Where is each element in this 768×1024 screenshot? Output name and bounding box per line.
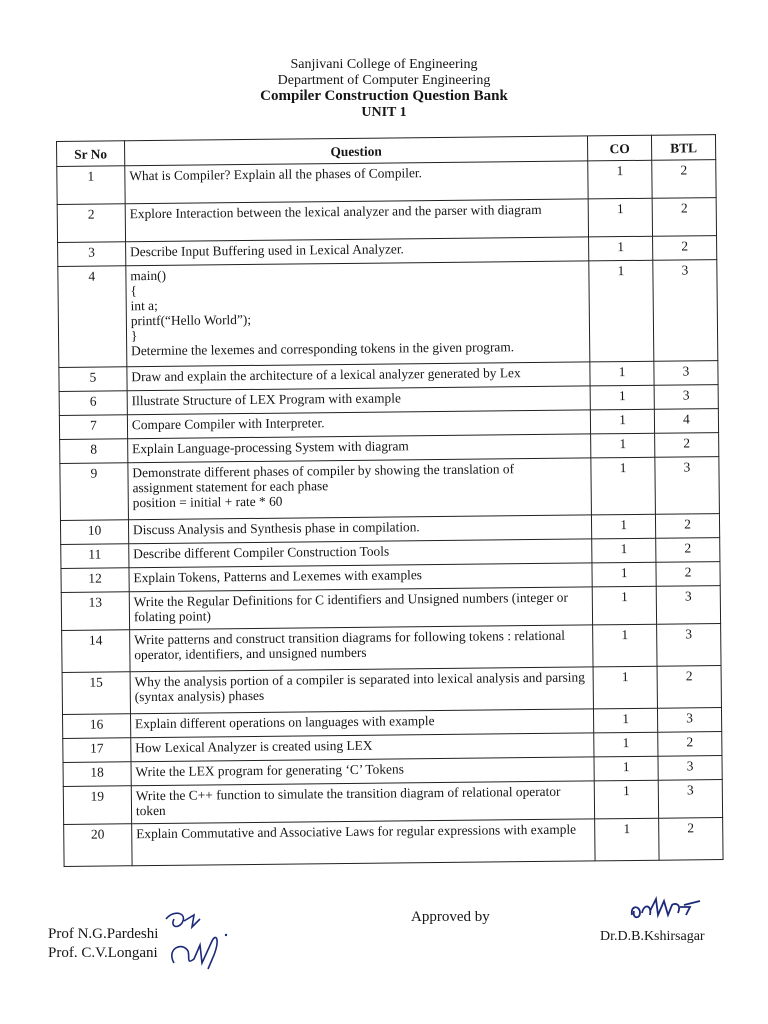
co-cell: 1: [590, 361, 654, 386]
co-cell: 1: [594, 732, 658, 757]
faculty-name-2: Prof. C.V.Longani: [48, 945, 158, 961]
sr-no-cell: 15: [62, 672, 130, 715]
question-line: int a;: [130, 297, 158, 314]
sr-no-cell: 7: [59, 415, 127, 440]
co-cell: 1: [592, 514, 656, 539]
unit-label: UNIT 1: [361, 105, 407, 120]
question-cell: Write the Regular Definitions for C identifiers and Unsigned numbers (integer or folating point): [129, 587, 593, 630]
sr-no-cell: 19: [63, 786, 131, 825]
btl-cell: 2: [655, 433, 719, 458]
approved-by-label: Approved by: [411, 909, 490, 925]
btl-cell: 3: [658, 780, 722, 819]
column-header-question: Question: [124, 136, 587, 166]
table-row: [62, 624, 721, 673]
btl-cell: 3: [654, 385, 718, 410]
btl-cell: 3: [653, 260, 718, 362]
co-cell: 1: [593, 666, 657, 709]
column-header-co: CO: [588, 135, 652, 161]
co-cell: 1: [594, 708, 658, 733]
question-line: printf(“Hello World”);: [130, 311, 252, 329]
co-cell: 1: [594, 756, 658, 781]
question-cell: [128, 458, 592, 520]
sr-no-cell: 16: [63, 714, 131, 739]
co-cell: 1: [590, 385, 654, 410]
question-cell: Draw and explain the architecture of a lexical analyzer generated by Lex: [127, 362, 590, 391]
co-cell: 1: [592, 538, 656, 563]
sr-no-cell: 14: [62, 630, 130, 673]
department-name: Department of Computer Engineering: [277, 73, 491, 88]
btl-cell: 3: [654, 361, 718, 386]
btl-cell: 2: [652, 160, 716, 199]
sr-no-cell: 12: [61, 568, 129, 593]
question-line: assignment statement for each phase: [132, 478, 329, 496]
sr-no-cell: 11: [61, 544, 129, 569]
question-cell: What is Compiler? Explain all the phases of Compiler.: [125, 161, 589, 204]
question-line: Determine the lexemes and corresponding tokens in the given program.: [131, 339, 515, 359]
faculty-signature: [160, 905, 240, 975]
btl-cell: 2: [656, 538, 720, 563]
co-cell: 1: [592, 586, 656, 625]
co-cell: 1: [589, 260, 654, 362]
question-table: [56, 134, 724, 867]
btl-cell: 2: [656, 562, 720, 587]
btl-cell: 3: [655, 457, 720, 515]
co-cell: 1: [589, 236, 653, 261]
btl-cell: 3: [658, 756, 722, 781]
table-row: [58, 260, 718, 368]
question-cell: Describe Input Buffering used in Lexical Analyzer.: [125, 237, 588, 266]
document-title: Compiler Construction Question Bank: [260, 88, 508, 104]
column-header-btl: BTL: [652, 135, 716, 161]
co-cell: 1: [595, 818, 659, 861]
question-cell: Illustrate Structure of LEX Program with example: [127, 386, 590, 415]
question-cell: Explore Interaction between the lexical analyzer and the parser with diagram: [125, 199, 589, 242]
table-row: [62, 666, 721, 715]
btl-cell: 2: [652, 198, 716, 237]
question-cell: Compare Compiler with Interpreter.: [127, 410, 590, 439]
sr-no-cell: 8: [60, 439, 128, 464]
question-cell: [126, 261, 590, 367]
question-cell: Why the analysis portion of a compiler is separated into lexical analysis and parsing (syntax analysis) phases: [130, 667, 594, 714]
question-line: main(): [130, 267, 167, 284]
sr-no-cell: 5: [59, 367, 127, 392]
sr-no-cell: 18: [63, 762, 131, 787]
co-cell: 1: [593, 624, 657, 667]
btl-cell: 3: [657, 624, 721, 667]
sr-no-cell: 3: [58, 242, 126, 267]
sr-no-cell: 1: [57, 166, 125, 205]
question-line: }: [130, 328, 138, 344]
sr-no-cell: 6: [59, 391, 127, 416]
column-header-sr: Sr No: [57, 141, 125, 167]
college-name: Sanjivani College of Engineering: [290, 57, 478, 72]
btl-cell: 2: [658, 732, 722, 757]
table-row: [60, 457, 720, 521]
sr-no-cell: 9: [60, 463, 128, 521]
btl-cell: 3: [656, 586, 720, 625]
btl-cell: 2: [659, 818, 723, 861]
question-cell: Explain Language-processing System with diagram: [128, 434, 591, 463]
sr-no-cell: 20: [64, 824, 132, 867]
question-cell: Write the LEX program for generating ‘C’ Tokens: [131, 757, 594, 786]
co-cell: 1: [590, 409, 654, 434]
faculty-name-1: Prof N.G.Pardeshi: [48, 926, 159, 942]
question-cell: How Lexical Analyzer is created using LEX: [131, 733, 594, 762]
btl-cell: 2: [653, 236, 717, 261]
sr-no-cell: 17: [63, 738, 131, 763]
btl-cell: 3: [658, 708, 722, 733]
sr-no-cell: 4: [58, 266, 127, 368]
btl-cell: 4: [654, 409, 718, 434]
question-cell: Write patterns and construct transition diagrams for following tokens : relational operator, identifiers, and unsigned numbers: [130, 625, 594, 672]
co-cell: 1: [592, 562, 656, 587]
co-cell: 1: [594, 780, 658, 819]
table-row: [64, 818, 723, 867]
sr-no-cell: 10: [60, 520, 128, 545]
question-line: {: [130, 283, 137, 299]
co-cell: 1: [588, 198, 652, 237]
btl-cell: 2: [657, 666, 721, 709]
document-header: [0, 57, 768, 121]
question-cell: Explain Tokens, Patterns and Lexemes with examples: [129, 563, 592, 592]
question-cell: Discuss Analysis and Synthesis phase in compilation.: [128, 515, 591, 544]
question-line: Demonstrate different phases of compiler by showing the translation of: [132, 461, 515, 481]
sr-no-cell: 13: [61, 592, 129, 631]
question-cell: Explain different operations on languages with example: [130, 709, 593, 738]
co-cell: 1: [588, 160, 652, 199]
sr-no-cell: 2: [57, 204, 125, 243]
question-cell: Explain Commutative and Associative Laws for regular expressions with example: [132, 819, 596, 866]
question-cell: Write the C++ function to simulate the transition diagram of relational operator token: [131, 781, 595, 824]
faculty-block: [48, 925, 158, 963]
hod-signature: [628, 893, 718, 929]
question-line: position = initial + rate * 60: [132, 493, 283, 511]
hod-name: Dr.D.B.Kshirsagar: [600, 929, 705, 944]
co-cell: 1: [591, 457, 656, 515]
question-cell: Describe different Compiler Construction Tools: [129, 539, 592, 568]
btl-cell: 2: [655, 514, 719, 539]
co-cell: 1: [591, 433, 655, 458]
